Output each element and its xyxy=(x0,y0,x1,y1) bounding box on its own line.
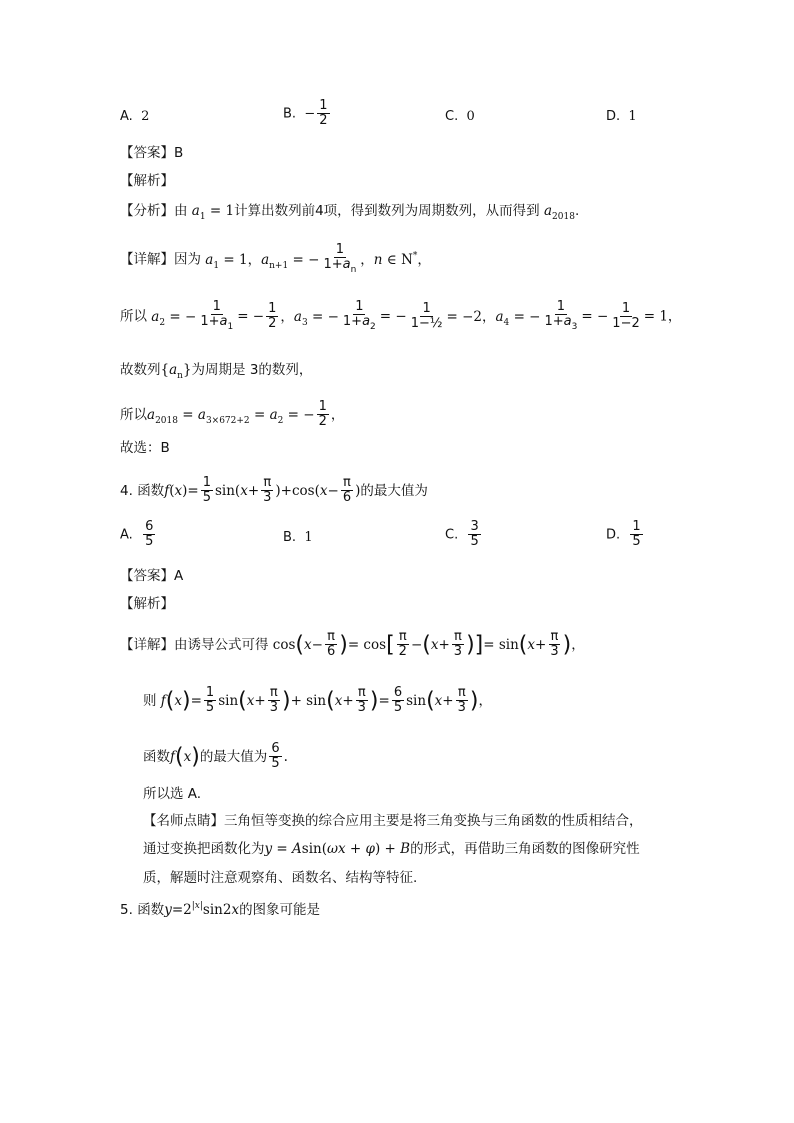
fraction: $\frac{1}{1+a_n}$ xyxy=(323,242,357,276)
period-line: 故数列$\{a_n\}$为周期是 3的数列， xyxy=(120,362,313,381)
fenxi-line: 【分析】由 $a_1 = 1$计算出数列前4项，得到数列为周期数列，从而得到 $a_{2018}$. xyxy=(120,203,580,222)
option-value: 1 xyxy=(304,530,313,545)
option-value: 0 xyxy=(466,109,475,124)
mingshi-text: 的形式，再借助三角函数的图像研究性 xyxy=(410,841,640,857)
xiangjie-line: 【详解】因为 $a_1 = 1$，$a_{n+1}$ = − $\frac{1}{1+a_n}$ ，n ∈ N*， xyxy=(120,242,431,276)
option-num: 1 xyxy=(632,519,641,534)
mingshi-line-3: 质，解题时注意观察角、函数名、结构等特征. xyxy=(143,870,418,886)
answer-line xyxy=(120,147,183,161)
option-num: 3 xyxy=(470,519,479,534)
a2018-line: 所以$a_{2018} = a_{3\times 672+2} = a_2$ = − $\frac{1}{2}$ ， xyxy=(120,399,345,430)
stem-text: 函数 xyxy=(137,902,165,918)
answer-value: B xyxy=(174,145,184,161)
mingshi-tag: 【名师点睛】 xyxy=(143,813,224,829)
answer-tag: 【答案】 xyxy=(120,568,174,584)
option-den: 5 xyxy=(470,534,479,550)
option-label: C. xyxy=(445,109,459,124)
answer-tag: 【答案】 xyxy=(120,145,174,161)
stem-text: 函数 xyxy=(137,482,165,499)
suoyi-text: 所以 xyxy=(120,406,147,423)
option-d xyxy=(606,109,637,124)
q4-ze-line: 则 f(x)= $\frac{1}{5}$ sin(x+ $\frac{\pi}{3}$ )+ sin(x+ $\frac{\pi}{3}$ )= $\frac{6}{5}$ sin(x+ $\frac{\pi}{3}$ )， xyxy=(143,685,492,716)
option-label: D. xyxy=(606,527,621,543)
option-minus: − xyxy=(304,106,316,122)
max-text: 函数 xyxy=(143,748,170,765)
option-value: 2 xyxy=(141,109,150,124)
option-num: 6 xyxy=(145,519,154,534)
question-number: 4. xyxy=(120,482,133,499)
fenxi-tag: 【分析】 xyxy=(120,203,174,219)
stem-text: 的最大值为 xyxy=(360,482,428,499)
q4-analysis-tag: 【解析】 xyxy=(120,596,174,612)
fraction: $\frac{1}{2}$ xyxy=(319,98,328,129)
q4-answer-line xyxy=(120,570,183,584)
fenxi-text: 由 xyxy=(174,203,188,219)
q4-stem: 4. 函数f(x)= $\frac{1}{5}$ sin(x+ $\frac{\pi}{3}$ )+cos(x− $\frac{\pi}{6}$ )的最大值为 xyxy=(120,475,428,506)
guxuan-line: 故选：B xyxy=(120,440,170,456)
option-b xyxy=(283,99,332,129)
q4-option-c xyxy=(445,520,483,550)
q4-suoyixuan: 所以选 A. xyxy=(143,786,202,802)
period-text: 为周期是 3的数列， xyxy=(191,362,313,378)
option-label: C. xyxy=(445,527,459,543)
fenxi-text: 计算出数列前4项，得到数列为周期数列，从而得到 xyxy=(234,203,540,219)
max-text: 的最大值为 xyxy=(199,748,268,765)
q4-max-line: 函数f(x)的最大值为 $\frac{6}{5}$ . xyxy=(143,741,288,772)
option-den: 5 xyxy=(145,534,154,550)
option-label: D. xyxy=(606,109,621,124)
option-label: A. xyxy=(120,527,133,543)
question-number: 5. xyxy=(120,902,133,918)
xiangjie-text: 由诱导公式可得 xyxy=(174,636,269,653)
option-den: 5 xyxy=(632,534,641,550)
mingshi-text: 三角恒等变换的综合应用主要是将三角变换与三角函数的性质相结合， xyxy=(224,813,643,829)
ze-text: 则 xyxy=(143,692,157,709)
option-label: A. xyxy=(120,109,133,124)
q4-option-d xyxy=(606,520,645,550)
xiangjie-tag: 【详解】 xyxy=(120,636,174,653)
derive-line: 所以 $a_2$ = − $\frac{1}{1+a_1}$ = − $\frac{1}{2}$ ，$a_3$ = − $\frac{1}{1+a_2}$ = − $\frac{1}{\text{1−½}}$ = −2，$a_4$ = − $\frac{1}{1+a_3}$ = − $\frac{1}{1-2}$ = 1， xyxy=(120,299,682,333)
xiangjie-tag: 【详解】 xyxy=(120,251,174,268)
option-c xyxy=(445,109,475,124)
suoyi-text: 所以 xyxy=(120,308,147,325)
period-text: 故数列 xyxy=(120,362,161,378)
option-label: B. xyxy=(283,106,297,122)
q4-xiangjie-line: 【详解】由诱导公式可得 cos(x− $\frac{\pi}{6}$ )= cos[ $\frac{\pi}{2}$ −(x+ $\frac{\pi}{3}$ )]= sin(x+ $\frac{\pi}{3}$ )， xyxy=(120,629,585,660)
answer-value: A xyxy=(174,568,184,584)
option-a xyxy=(120,109,149,124)
stem-text: 的图象可能是 xyxy=(239,902,321,918)
mingshi-line-2: 通过变换把函数化为y = Asin(ωx + φ) + B的形式，再借助三角函数的图像研究性 xyxy=(143,841,640,857)
xiangjie-text: 因为 xyxy=(174,251,201,268)
option-value: 1 xyxy=(628,109,637,124)
analysis-tag: 【解析】 xyxy=(120,173,174,189)
q4-option-a xyxy=(120,520,157,550)
q4-option-b xyxy=(283,530,313,545)
q5-stem: 5. 函数$y=2^{|x|}\sin 2x$的图象可能是 xyxy=(120,901,321,918)
option-label: B. xyxy=(283,530,297,545)
mingshi-line-1 xyxy=(143,815,643,829)
mingshi-text: 通过变换把函数化为 xyxy=(143,841,265,857)
